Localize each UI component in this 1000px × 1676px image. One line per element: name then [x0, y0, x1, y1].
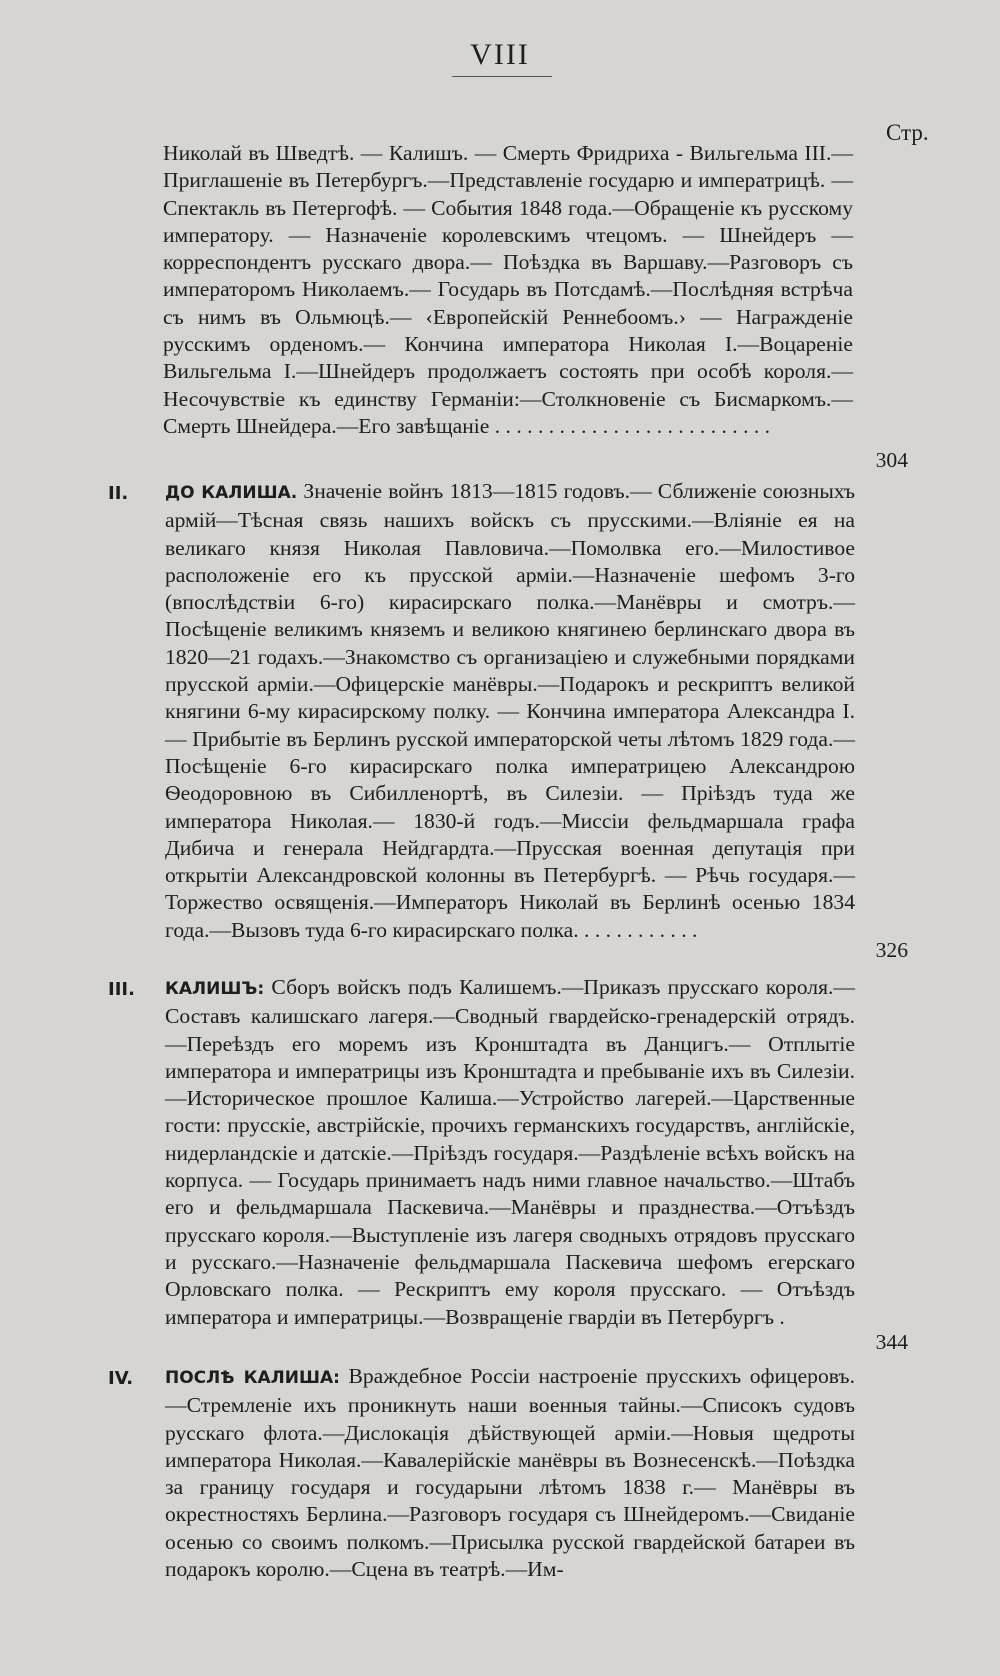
- page-column-label: Стр.: [886, 120, 929, 145]
- page-header-roman-numeral: VIII: [470, 38, 530, 71]
- toc-entry-iv: [108, 1363, 908, 1583]
- section-number: III.: [108, 979, 135, 1000]
- toc-page-number: 326: [875, 938, 908, 962]
- section-title: ДО КАЛИША.: [165, 483, 298, 503]
- toc-entry-body: [165, 478, 855, 944]
- toc-page-number: 344: [875, 1330, 908, 1354]
- toc-entry-text: Николай въ Шведтѣ. — Калишъ. — Смерть Фридриха - Вильгельма III.—Приглашеніе въ Петербургъ.—Представленіе государю и императрицѣ. — Спектакль въ Петергофѣ. — События 1848 года.—Обращеніе къ русскому императору. — Назначеніе королевскимъ чтецомъ. — Шнейдеръ — корреспондентъ русскаго двора.— Поѣздка въ Варшаву.—Разговоръ съ императоромъ Николаемъ.— Государь въ Потсдамѣ.—Послѣдняя встрѣча съ нимъ въ Ольмюцѣ.— ‹Европейскій Реннебоомъ.› — Награжденіе русскимъ орденомъ.— Кончина императора Николая I.—Воцареніе Вильгельма I.—Шнейдеръ продолжаетъ состоять при особѣ короля.—Несочувствіе къ единству Германіи:—Столкновеніе съ Бисмаркомъ.—Смерть Шнейдера.—Его завѣщаніе . . . . . . . . . . . . . . . . . . . . . . . . . .: [163, 141, 853, 438]
- section-number: IV.: [108, 1368, 134, 1389]
- toc-entry-text: Сборъ войскъ подъ Калишемъ.—Приказъ прусскаго короля.—Составъ калишскаго лагеря.—Сводный гвардейско-гренадерскій отрядъ.—Переѣздъ его моремъ изъ Кронштадта въ Данцигъ.— Отплытіе императора и императрицы изъ Кронштадта и пребываніе ихъ въ Силезіи.—Историческое прошлое Калиша.—Устройство лагерей.—Царственные гости: прусскіе, австрійскіе, прочихъ германскихъ государствъ, англійскіе, нидерландскіе и датскіе.—Пріѣздъ государя.—Раздѣленіе всѣхъ войскъ на корпуса. — Государь принимаетъ надъ ними главное начальство.—Штабъ его и фельдмаршала Паскевича.—Манёвры и празднества.—Отъѣздъ прусскаго короля.—Выступленіе изъ лагеря сводныхъ отрядовъ прусскаго и русскаго.—Назначеніе фельдмаршала Паскевича шефомъ егерскаго Орловскаго полка. — Рескриптъ ему короля прусскаго. — Отъѣздъ императора и императрицы.—Возвращеніе гвардіи въ Петербургъ .: [165, 975, 855, 1329]
- toc-entry-body: [165, 974, 855, 1331]
- section-title: ПОСЛѢ КАЛИША:: [165, 1368, 340, 1388]
- toc-entry-continuation: [108, 140, 908, 478]
- toc-page-number: 304: [875, 448, 908, 472]
- toc-entry-text: Враждебное Россіи настроеніе прусскихъ офицеровъ.—Стремленіе ихъ проникнуть наши военныя тайны.—Списокъ судовъ русскаго флота.—Дислокація дѣйствующей арміи.—Новыя щедроты императора Николая.—Кавалерійскіе манёвры въ Вознесенскѣ.—Поѣздка за границу государя и государыни лѣтомъ 1838 г.— Манёвры въ окрестностяхъ Берлина.—Разговоръ государя съ Шнейдеромъ.—Свиданіе осенью со своимъ полкомъ.—Присылка русской гвардейской батареи въ подарокъ королю.—Сцена въ театрѣ.—Им-: [165, 1364, 856, 1582]
- toc-entry-iii: [108, 974, 908, 1363]
- toc-entry-body: [165, 1363, 855, 1583]
- section-number: II.: [108, 483, 129, 504]
- toc-entry-text: Значеніе войнъ 1813—1815 годовъ.— Сближеніе союзныхъ армій—Тѣсная связь нашихъ войскъ съ прусскими.—Вліяніе ея на великаго князя Николая Павловича.—Помолвка его.—Милостивое расположеніе его къ прусской арміи.—Назначеніе шефомъ 3-го (впослѣдствіи 6-го) кирасирскаго полка.—Манёвры и смотръ.— Посѣщеніе великимъ княземъ и великою княгинею берлинскаго двора въ 1820—21 годахъ.—Знакомство съ организаціею и служебными порядками прусской арміи.—Офицерскіе манёвры.—Подарокъ и рескриптъ великой княгини 6-му кирасирскому полку. — Кончина императора Александра I. — Прибытіе въ Берлинъ русской императорской четы лѣтомъ 1829 года.—Посѣщеніе 6-го кирасирскаго полка императрицею Александрою Ѳеодоровною въ Сибилленортѣ, въ Силезіи. — Пріѣздъ туда же императора Николая.— 1830-й годъ.—Миссіи фельдмаршала графа Дибича и генерала Нейдгардта.—Прусская военная депутація при открытіи Александровской колонны въ Петербургѣ. — Рѣчь государя.—Торжество освященія.—Императоръ Николай въ Берлинѣ осенью 1834 года.—Вызовъ туда 6-го кирасирскаго полка. . . . . . . . . . . .: [165, 479, 855, 942]
- section-title: КАЛИШЪ:: [165, 979, 265, 999]
- toc-entry-ii: [108, 478, 908, 974]
- table-of-contents: [108, 140, 908, 1583]
- header-rule: [452, 76, 552, 77]
